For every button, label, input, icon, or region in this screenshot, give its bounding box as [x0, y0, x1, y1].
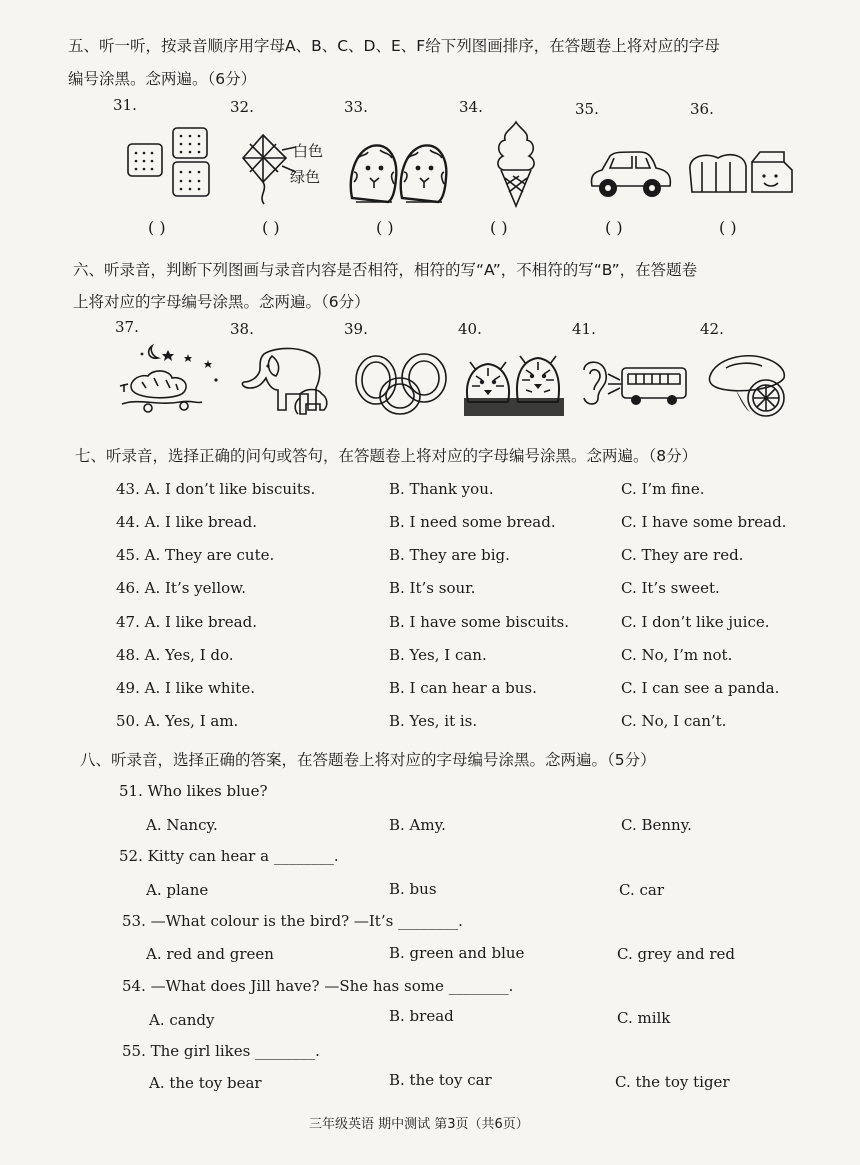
- q53-option-c: C. grey and red: [617, 945, 735, 963]
- kite-label-green: 绿色: [290, 168, 321, 186]
- page-footer: 三年级英语 期中测试 第3页（共6页）: [309, 1117, 529, 1132]
- tigers-icon: [462, 352, 566, 418]
- q54-question: 54. —What does Jill have? —She has some ________.: [122, 977, 514, 995]
- section6-heading-line1: 六、听录音，判断下列图画与录音内容是否相符，相符的写“A”，不相符的写“B”，在答题卷: [73, 261, 698, 279]
- bread-and-milk-icon: [688, 148, 800, 198]
- item-number-34: 34.: [459, 98, 483, 116]
- q51-question: 51. Who likes blue?: [119, 782, 268, 800]
- item-number-35: 35.: [575, 100, 599, 118]
- item-number-31: 31.: [113, 96, 137, 114]
- q55-question: 55. The girl likes ________.: [122, 1042, 320, 1060]
- q48-option-a: 48. A. Yes, I do.: [116, 646, 234, 664]
- ear-and-bus-icon: [578, 358, 690, 408]
- q47-option-c: C. I don’t like juice.: [621, 613, 770, 631]
- q52-question: 52. Kitty can hear a ________.: [119, 847, 339, 865]
- q45-option-b: B. They are big.: [389, 546, 510, 564]
- q43-option-b: B. Thank you.: [389, 480, 494, 498]
- eggs-icon: [354, 350, 450, 416]
- answer-paren-32: ( ): [262, 218, 280, 237]
- car-icon: [588, 148, 674, 200]
- q52-option-b: B. bus: [389, 880, 437, 898]
- q44-option-b: B. I need some bread.: [389, 513, 556, 531]
- q44-option-a: 44. A. I like bread.: [116, 513, 257, 531]
- answer-paren-31: ( ): [148, 218, 166, 237]
- item-number-41: 41.: [572, 320, 596, 338]
- q54-option-b: B. bread: [389, 1007, 454, 1025]
- kite-label-white: 白色: [293, 142, 324, 160]
- q47-option-a: 47. A. I like bread.: [116, 613, 257, 631]
- item-number-38: 38.: [230, 320, 254, 338]
- q50-option-b: B. Yes, it is.: [389, 712, 478, 730]
- q49-option-c: C. I can see a panda.: [621, 679, 780, 697]
- kite-icon: [238, 130, 298, 210]
- section5-heading-line2: 编号涂黑。念两遍。（6分）: [68, 70, 257, 88]
- answer-paren-36: ( ): [719, 218, 737, 237]
- q49-option-b: B. I can hear a bus.: [389, 679, 537, 697]
- item-number-40: 40.: [458, 320, 482, 338]
- item-number-42: 42.: [700, 320, 724, 338]
- q47-option-b: B. I have some biscuits.: [389, 613, 570, 631]
- biscuits-icon: [125, 122, 215, 202]
- item-number-33: 33.: [344, 98, 368, 116]
- q55-option-c: C. the toy tiger: [615, 1073, 730, 1091]
- section5-heading-line1: 五、听一听，按录音顺序用字母A、B、C、D、E、F给下列图画排序，在答题卷上将对应的字母: [68, 37, 720, 55]
- q51-option-c: C. Benny.: [621, 816, 692, 834]
- q53-option-a: A. red and green: [146, 945, 274, 963]
- q52-option-a: A. plane: [146, 881, 209, 899]
- item-number-37: 37.: [115, 318, 139, 336]
- q46-option-a: 46. A. It’s yellow.: [116, 579, 246, 597]
- lions-icon: [348, 138, 448, 206]
- elephants-icon: [236, 344, 336, 418]
- item-number-32: 32.: [230, 98, 254, 116]
- q45-option-a: 45. A. They are cute.: [116, 546, 275, 564]
- night-scene-icon: [118, 344, 226, 416]
- section8-heading: 八、听录音，选择正确的答案，在答题卷上将对应的字母编号涂黑。念两遍。（5分）: [80, 751, 656, 769]
- q46-option-c: C. It’s sweet.: [621, 579, 720, 597]
- lemons-icon: [706, 350, 792, 420]
- q52-option-c: C. car: [619, 881, 664, 899]
- answer-paren-35: ( ): [605, 218, 623, 237]
- q55-option-b: B. the toy car: [389, 1071, 492, 1089]
- q45-option-c: C. They are red.: [621, 546, 744, 564]
- q53-question: 53. —What colour is the bird? —It’s ________.: [122, 912, 463, 930]
- q50-option-c: C. No, I can’t.: [621, 712, 727, 730]
- section6-heading-line2: 上将对应的字母编号涂黑。念两遍。（6分）: [73, 293, 370, 311]
- item-number-36: 36.: [690, 100, 714, 118]
- q49-option-a: 49. A. I like white.: [116, 679, 255, 697]
- q43-option-c: C. I’m fine.: [621, 480, 705, 498]
- answer-paren-33: ( ): [376, 218, 394, 237]
- q44-option-c: C. I have some bread.: [621, 513, 787, 531]
- answer-paren-34: ( ): [490, 218, 508, 237]
- q50-option-a: 50. A. Yes, I am.: [116, 712, 239, 730]
- q43-option-a: 43. A. I don’t like biscuits.: [116, 480, 316, 498]
- q55-option-a: A. the toy bear: [149, 1074, 262, 1092]
- q54-option-c: C. milk: [617, 1009, 671, 1027]
- q53-option-b: B. green and blue: [389, 944, 525, 962]
- q54-option-a: A. candy: [149, 1011, 215, 1029]
- q46-option-b: B. It’s sour.: [389, 579, 476, 597]
- q48-option-b: B. Yes, I can.: [389, 646, 487, 664]
- item-number-39: 39.: [344, 320, 368, 338]
- q51-option-a: A. Nancy.: [146, 816, 218, 834]
- q51-option-b: B. Amy.: [389, 816, 446, 834]
- ice-cream-icon: [493, 120, 539, 208]
- q48-option-c: C. No, I’m not.: [621, 646, 733, 664]
- section7-heading: 七、听录音，选择正确的问句或答句，在答题卷上将对应的字母编号涂黑。念两遍。（8分）: [75, 447, 698, 465]
